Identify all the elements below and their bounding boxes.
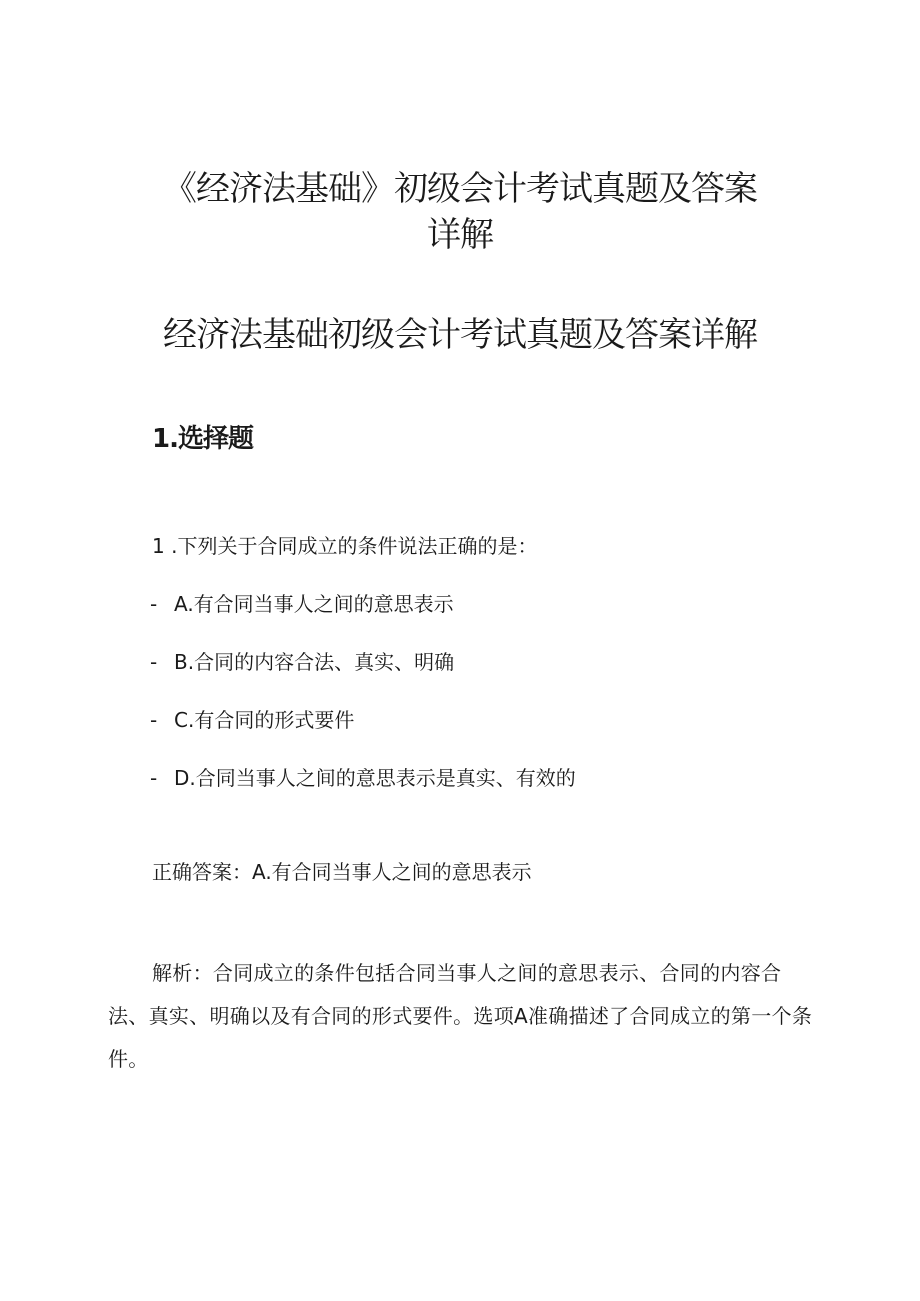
option-d xyxy=(150,764,576,792)
option-b-text: B.合同的内容合法、真实、明确 xyxy=(174,650,455,674)
option-a xyxy=(150,590,454,618)
option-bullet: - xyxy=(150,650,158,674)
analysis-paragraph: 解析：合同成立的条件包括合同当事人之间的意思表示、合同的内容合法、真实、明确以及有合同的形式要件。选项A准确描述了合同成立的第一个条件。 xyxy=(108,961,813,1071)
document-title-line-1: 《经济法基础》初级会计考试真题及答案 xyxy=(163,169,757,209)
question-text: 1 .下列关于合同成立的条件说法正确的是： xyxy=(152,534,538,558)
option-d-text: D.合同当事人之间的意思表示是真实、有效的 xyxy=(174,766,576,790)
document-subtitle: 经济法基础初级会计考试真题及答案详解 xyxy=(163,315,757,355)
document-title-line-2: 详解 xyxy=(427,215,493,255)
option-bullet: - xyxy=(150,708,158,732)
correct-answer: 正确答案：A.有合同当事人之间的意思表示 xyxy=(152,860,532,884)
option-b xyxy=(150,648,454,676)
option-c-text: C.有合同的形式要件 xyxy=(174,708,355,732)
option-c xyxy=(150,706,354,734)
section-heading: 1.选择题 xyxy=(152,424,253,454)
option-a-text: A.有合同当事人之间的意思表示 xyxy=(174,592,454,616)
option-bullet: - xyxy=(150,766,158,790)
document-title xyxy=(130,166,790,258)
option-bullet: - xyxy=(150,592,158,616)
